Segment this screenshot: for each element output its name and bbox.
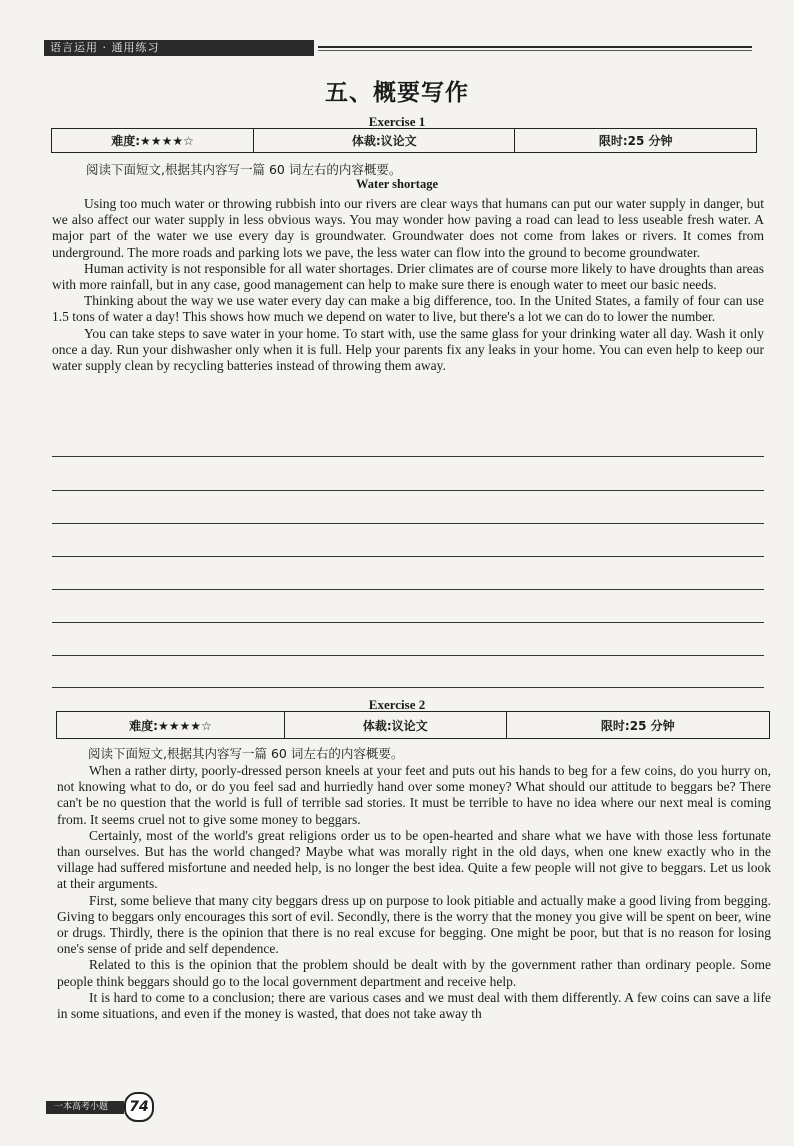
exercise-2-instruction: 阅读下面短文,根据其内容写一篇 60 词左右的内容概要。 [88,746,404,761]
exercise-2-info-table [56,711,770,739]
writing-line[interactable] [52,687,764,688]
exercise-2-time-limit: 限时:25 分钟 [506,712,769,739]
exercise-1-passage [52,196,764,374]
page-number: 74 [124,1092,154,1122]
paragraph: Using too much water or throwing rubbish into our rivers are clear ways that humans can put our water supply in danger, but we also affect our water supply in less obvious ways. You may wonder how paving a road can lead to less useable fresh water. A major part of the water we use every day is groundwater. Groundwater does not come from lakes or rivers. It comes from underground. The more roads and parking lots we pave, the less water can flow into the ground to become groundwater. [52,196,764,260]
paragraph: First, some believe that many city beggars dress up on purpose to look pitiable and actually make a good living from begging. Giving to beggars only encourages this sort of evil. Secondly, there is the worry that the money you give will be spent on beer, wine or drugs. Thirdly, there is the opinion that there is no real excuse for begging. One might be poor, but that is no reason for losing one's sense of pride and self dependence. [57,892,771,957]
paragraph: Human activity is not responsible for all water shortages. Drier climates are of course more likely to have droughts than areas with more rainfall, but in any case, good management can help to make sure there is enough water to meet our basic needs. [52,260,764,293]
writing-line[interactable] [52,456,764,457]
paragraph: Related to this is the opinion that the problem should be dealt with by the government rather than ordinary people. Some people think beggars should go to the local government department and receive help. [57,957,771,989]
exercise-1-instruction: 阅读下面短文,根据其内容写一篇 60 词左右的内容概要。 [86,162,402,177]
exercise-1-difficulty: 难度:★★★★☆ [52,129,254,153]
paragraph: Thinking about the way we use water every day can make a big difference, too. In the United States, a family of four can use 1.5 tons of water a day! This shows how much we depend on water to live, but there's a lot we can do to lower the number. [52,293,764,325]
paragraph: Certainly, most of the world's great religions order us to be open-hearted and share what we have with those less fortunate than ourselves. But has the world changed? Maybe what was morally right in the old days, when one knew exactly who in the village had suffered misfortune and needed help, is no longer the best idea. Quite a few people will not give to beggars. Let us look at their arguments. [57,827,771,892]
writing-line[interactable] [52,490,764,491]
exercise-1-info-table [51,128,757,153]
section-title: 五、概要写作 [325,80,469,106]
exercise-2-genre: 体裁:议论文 [284,712,506,739]
header-rule-thin [318,50,752,51]
exercise-1-time-limit: 限时:25 分钟 [515,129,757,153]
paragraph: You can take steps to save water in your home. To start with, use the same glass for your drinking water all day. Wash it only once a day. Run your dishwasher only when it is full. Help your parents fix any leaks in your home. You can even help to keep our water supply clean by recycling batteries instead of throwing them away. [52,325,764,374]
paragraph: It is hard to come to a conclusion; there are various cases and we must deal with them differently. A few coins can save a life in some situations, and even if the money is wasted, that does not take away th [57,989,771,1022]
exercise-2-passage [57,763,771,1022]
writing-line[interactable] [52,556,764,557]
exercise-1-passage-title: Water shortage [355,177,439,191]
footer-band: 一本高考小题 [46,1101,124,1114]
writing-line[interactable] [52,622,764,623]
exercise-1-title: Exercise 1 [368,114,426,129]
exercise-2-title: Exercise 2 [368,697,426,712]
exercise-2-difficulty: 难度:★★★★☆ [57,712,285,739]
paragraph: When a rather dirty, poorly-dressed person kneels at your feet and puts out his hands to beg for a few coins, do you hurry on, not knowing what to do, or do you feel sad and hurriedly hand over some money? What should our attitude to beggars be? There can't be no question that the world is full of terrible sad stories. It must be terrible to have no idea where our next meal is coming from. It seems cruel not to give some money to beggars. [57,763,771,827]
writing-line[interactable] [52,523,764,524]
writing-line[interactable] [52,589,764,590]
header-rule [318,46,752,48]
exercise-1-genre: 体裁:议论文 [254,129,515,153]
header-band: 语言运用 · 通用练习 [44,40,314,56]
writing-line[interactable] [52,655,764,656]
